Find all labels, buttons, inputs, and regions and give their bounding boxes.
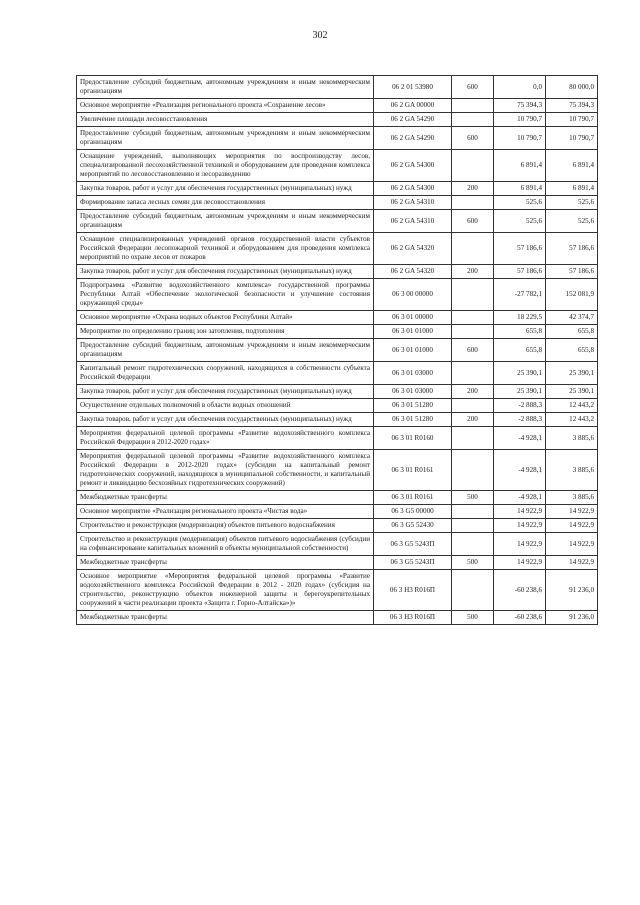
row-expense-type: 200 [452,413,494,427]
row-amount-change: 57 186,6 [494,233,546,265]
row-amount-change: 14 922,9 [494,533,546,556]
row-code: 06 3 01 R0161 [374,450,452,491]
table-row [77,325,598,339]
row-expense-type: 200 [452,385,494,399]
row-code: 06 3 01 01000 [374,325,452,339]
row-amount-total: 91 236,0 [546,611,598,625]
row-code: 06 3 01 51280 [374,399,452,413]
row-amount-total: 14 922,9 [546,519,598,533]
row-code: 06 2 GA 00000 [374,99,452,113]
row-name: Формирование запаса лесных семян для лесовосстановления [77,196,374,210]
table-row [77,533,598,556]
row-amount-total: 14 922,9 [546,533,598,556]
row-amount-total: 14 922,9 [546,556,598,570]
row-expense-type [452,233,494,265]
row-name: Предоставление субсидий бюджетным, автономным учреждениям и иным некоммерческим организациям [77,210,374,233]
row-code: 06 3 G5 5243П [374,533,452,556]
row-name: Межбюджетные трансферты [77,556,374,570]
row-code: 06 2 GA 54310 [374,210,452,233]
row-amount-change: 655,8 [494,339,546,362]
row-amount-change: -4 928,1 [494,450,546,491]
row-amount-total: 655,8 [546,339,598,362]
row-expense-type [452,399,494,413]
row-amount-change: -2 888,3 [494,413,546,427]
row-amount-change: 25 390,1 [494,385,546,399]
row-name: Строительство и реконструкция (модернизация) объектов питьевого водоснабжения (субсидии на софинансирование капитальных вложений в объекты муниципальной собственности) [77,533,374,556]
row-name: Межбюджетные трансферты [77,611,374,625]
row-name: Осуществление отдельных полномочий в области водных отношений [77,399,374,413]
table-row [77,311,598,325]
row-name: Оснащение специализированных учреждений органов государственной власти субъектов Российской Федерации лесопожарной техникой и оборудованием для проведения комплекса мероприятий по охране лесов от пожаров [77,233,374,265]
row-expense-type [452,427,494,450]
row-amount-total: 3 885,6 [546,427,598,450]
row-amount-total: 6 891,4 [546,182,598,196]
row-name: Оснащение учреждений, выполняющих мероприятия по воспроизводству лесов, специализированной лесохозяйственной техникой и оборудованием для проведения комплекса мероприятий по лесовосстановлению и лесоразведению [77,150,374,182]
table-row [77,491,598,505]
row-name: Основное мероприятие «Мероприятия федеральной целевой программы «Развитие водохозяйственного комплекса Российской Федерации в 2012 - 2020 годах» (субсидия на строительство, реконструкцию объектов инженерной защиты и берегоукрепительных сооружений в части реализации проекта «Защита г. Горно-Алтайска»)» [77,570,374,611]
row-name: Предоставление субсидий бюджетным, автономным учреждениям и иным некоммерческим организациям [77,127,374,150]
row-amount-change: 75 394,3 [494,99,546,113]
row-expense-type: 600 [452,76,494,99]
row-name: Увеличение площади лесовосстановления [77,113,374,127]
row-code: 06 3 G5 5243П [374,556,452,570]
table-row [77,196,598,210]
row-expense-type [452,113,494,127]
row-name: Мероприятия федеральной целевой программы «Развитие водохозяйственного комплекса Российской Федерации в 2012-2020 годах» (субсидии на капитальный ремонт гидротехнических сооружений, находящихся в муниципальной собственности, и капитальный ремонт и ликвидацию бесхозяйных гидротехнических сооружений) [77,450,374,491]
row-amount-total: 525,6 [546,196,598,210]
row-amount-total: 525,6 [546,210,598,233]
row-code: 06 3 01 R0160 [374,427,452,450]
row-amount-change: 525,6 [494,196,546,210]
row-name: Мероприятия федеральной целевой программы «Развитие водохозяйственного комплекса Российской Федерации в 2012-2020 годах» [77,427,374,450]
table-row [77,570,598,611]
table-row [77,450,598,491]
table-row [77,233,598,265]
table-row [77,611,598,625]
row-code: 06 3 G5 00000 [374,505,452,519]
row-amount-change: 14 922,9 [494,505,546,519]
row-amount-change: 57 186,6 [494,265,546,279]
row-amount-total: 10 790,7 [546,127,598,150]
row-amount-change: 25 390,1 [494,362,546,385]
row-code: 06 3 01 03000 [374,362,452,385]
row-name: Закупка товаров, работ и услуг для обеспечения государственных (муниципальных) нужд [77,413,374,427]
row-expense-type [452,505,494,519]
row-amount-total: 12 443,2 [546,399,598,413]
row-name: Межбюджетные трансферты [77,491,374,505]
table-row [77,413,598,427]
row-expense-type [452,279,494,311]
row-name: Подпрограмма «Развитие водохозяйственного комплекса» государственной программы Республики Алтай «Обеспечение экологической безопасности и улучшение состояния окружающей среды» [77,279,374,311]
table-row [77,182,598,196]
row-expense-type [452,325,494,339]
row-expense-type: 500 [452,491,494,505]
row-amount-total: 80 000,0 [546,76,598,99]
row-name: Основное мероприятие «Реализация регионального проекта «Сохранение лесов» [77,99,374,113]
row-amount-total: 12 443,2 [546,413,598,427]
row-code: 06 3 01 R0161 [374,491,452,505]
row-amount-change: 14 922,9 [494,519,546,533]
row-expense-type [452,311,494,325]
row-amount-total: 25 390,1 [546,385,598,399]
row-amount-change: -2 888,3 [494,399,546,413]
row-expense-type [452,570,494,611]
table-row [77,265,598,279]
table-row [77,113,598,127]
table-row [77,99,598,113]
row-amount-change: 6 891,4 [494,182,546,196]
row-amount-change: 6 891,4 [494,150,546,182]
row-amount-total: 25 390,1 [546,362,598,385]
row-amount-change: 525,6 [494,210,546,233]
row-name: Основное мероприятие «Реализация регионального проекта «Чистая вода» [77,505,374,519]
table-row [77,279,598,311]
table-row [77,399,598,413]
row-code: 06 2 01 53980 [374,76,452,99]
row-code: 06 2 GA 54290 [374,127,452,150]
row-expense-type: 200 [452,182,494,196]
table-row [77,150,598,182]
row-expense-type [452,196,494,210]
row-expense-type: 600 [452,210,494,233]
row-amount-total: 10 790,7 [546,113,598,127]
row-amount-change: -4 928,1 [494,427,546,450]
row-code: 06 3 00 00000 [374,279,452,311]
row-expense-type: 500 [452,556,494,570]
row-name: Закупка товаров, работ и услуг для обеспечения государственных (муниципальных) нужд [77,385,374,399]
row-amount-total: 14 922,9 [546,505,598,519]
row-expense-type [452,150,494,182]
table-row [77,427,598,450]
row-code: 06 2 GA 54290 [374,113,452,127]
row-amount-change: 18 229,5 [494,311,546,325]
page-number: 302 [312,30,328,41]
row-amount-change: -4 928,1 [494,491,546,505]
row-expense-type [452,519,494,533]
row-amount-total: 3 885,6 [546,491,598,505]
row-code: 06 2 GA 54320 [374,233,452,265]
row-name: Мероприятие по определению границ зон затопления, подтопления [77,325,374,339]
row-expense-type: 600 [452,339,494,362]
row-name: Предоставление субсидий бюджетным, автономным учреждениям и иным некоммерческим организациям [77,339,374,362]
row-expense-type [452,99,494,113]
row-amount-change: 0,0 [494,76,546,99]
row-code: 06 3 01 01000 [374,339,452,362]
row-code: 06 3 G5 52430 [374,519,452,533]
row-amount-total: 655,8 [546,325,598,339]
table-row [77,519,598,533]
row-amount-change: 14 922,9 [494,556,546,570]
row-amount-total: 57 186,6 [546,233,598,265]
row-code: 06 3 01 51280 [374,413,452,427]
row-name: Основное мероприятие «Охрана водных объектов Республики Алтай» [77,311,374,325]
row-amount-total: 42 374,7 [546,311,598,325]
row-expense-type: 200 [452,265,494,279]
row-amount-change: 655,8 [494,325,546,339]
row-name: Предоставление субсидий бюджетным, автономным учреждениям и иным некоммерческим организациям [77,76,374,99]
table-row [77,339,598,362]
row-code: 06 2 GA 54310 [374,196,452,210]
row-code: 06 2 GA 54300 [374,182,452,196]
table-row [77,362,598,385]
row-code: 06 2 GA 54300 [374,150,452,182]
table-row [77,505,598,519]
row-amount-change: 10 790,7 [494,113,546,127]
row-expense-type [452,362,494,385]
row-amount-total: 91 236,0 [546,570,598,611]
row-amount-change: 10 790,7 [494,127,546,150]
row-expense-type [452,450,494,491]
row-amount-change: -27 782,1 [494,279,546,311]
row-name: Строительство и реконструкция (модернизация) объектов питьевого водоснабжения [77,519,374,533]
row-expense-type: 500 [452,611,494,625]
row-code: 06 3 H3 R016П [374,570,452,611]
row-expense-type [452,533,494,556]
table-row [77,556,598,570]
budget-table-body [77,76,598,625]
table-row [77,385,598,399]
budget-table [76,75,598,625]
row-amount-total: 152 081,9 [546,279,598,311]
row-code: 06 2 GA 54320 [374,265,452,279]
table-row [77,76,598,99]
row-amount-change: -60 238,6 [494,611,546,625]
row-name: Закупка товаров, работ и услуг для обеспечения государственных (муниципальных) нужд [77,182,374,196]
row-amount-total: 75 394,3 [546,99,598,113]
row-amount-total: 6 891,4 [546,150,598,182]
row-code: 06 3 01 03000 [374,385,452,399]
row-amount-change: -60 238,6 [494,570,546,611]
table-row [77,127,598,150]
row-amount-total: 57 186,6 [546,265,598,279]
row-expense-type: 600 [452,127,494,150]
row-code: 06 3 01 00000 [374,311,452,325]
row-code: 06 3 H3 R016П [374,611,452,625]
row-amount-total: 3 885,6 [546,450,598,491]
row-name: Закупка товаров, работ и услуг для обеспечения государственных (муниципальных) нужд [77,265,374,279]
table-row [77,210,598,233]
row-name: Капитальный ремонт гидротехнических сооружений, находящихся в собственности субъекта Российской Федерации [77,362,374,385]
